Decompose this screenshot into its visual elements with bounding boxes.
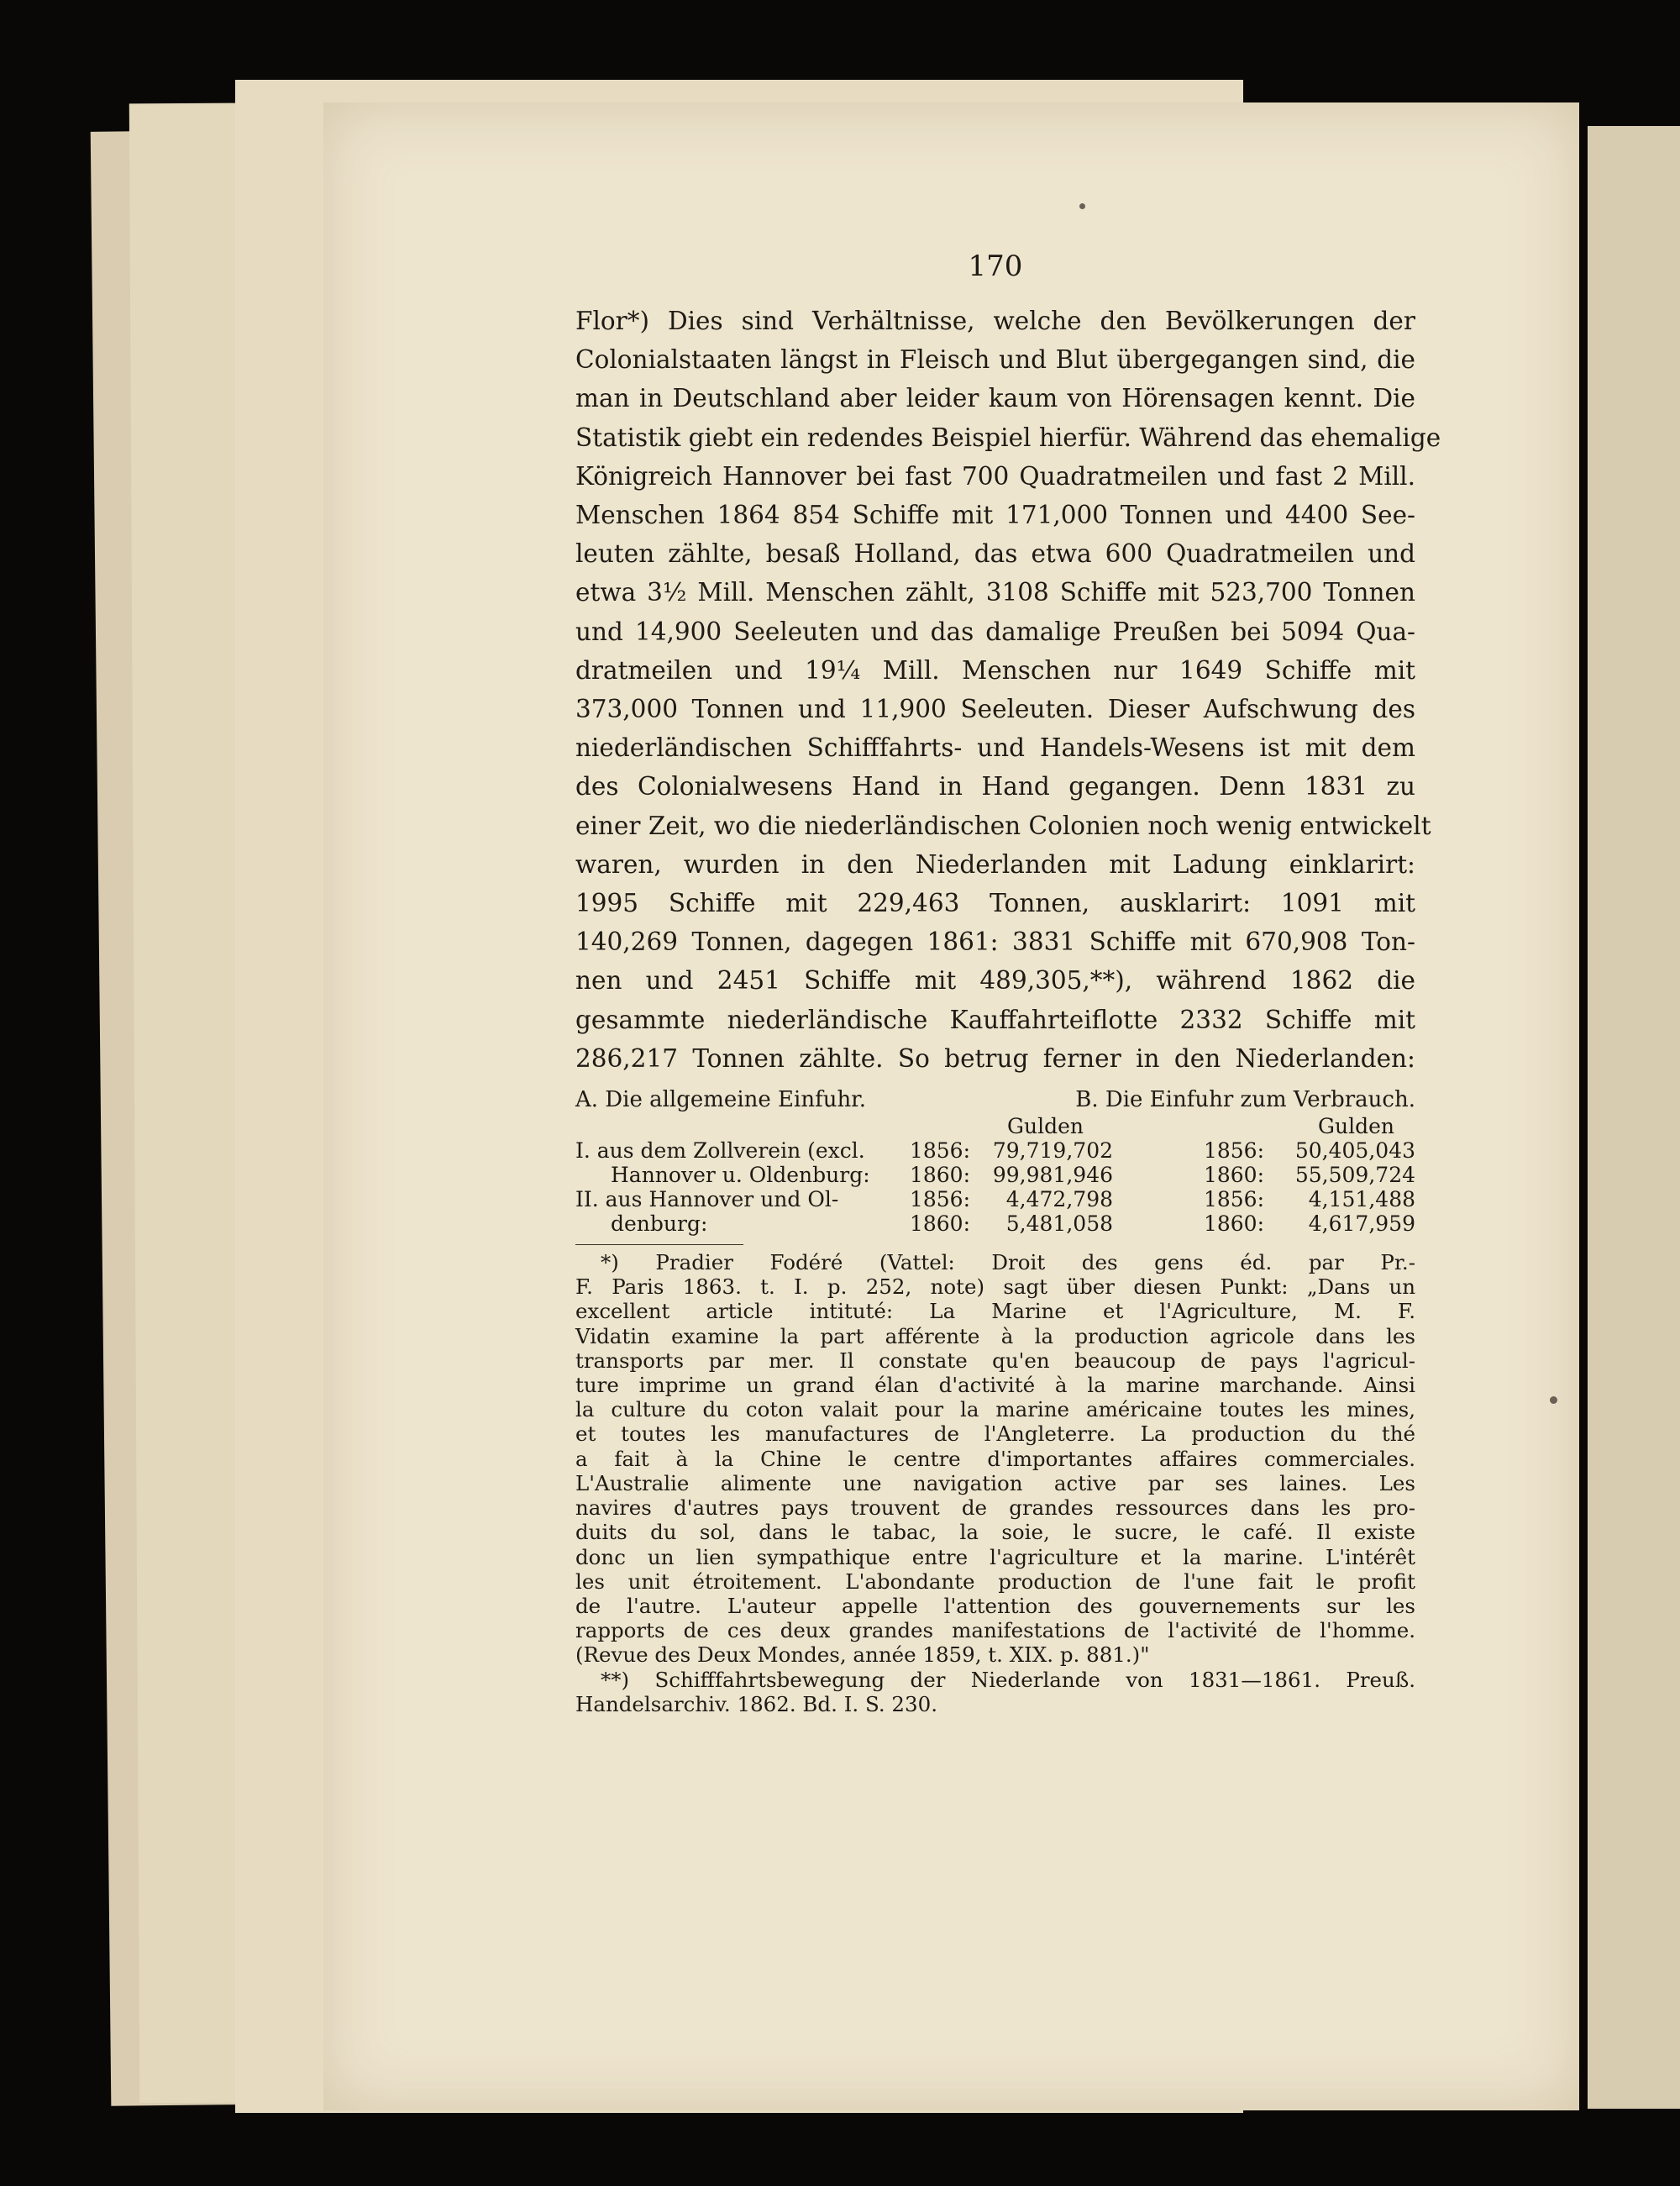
value-a: 99,981,946 [992,1163,1113,1188]
heading-consumption-import: B. Die Einfuhr zum Verbrauch. [1075,1087,1415,1113]
footnote-line: duits du sol, dans le tabac, la soie, le sucre, le café. Il existe [575,1520,1415,1545]
footnote-line: *) Pradier Fodéré (Vattel: Droit des gens éd. par Pr.- [601,1250,1415,1275]
row-label: II. aus Hannover und Ol- [575,1187,839,1212]
facing-page-edge [1588,126,1680,2109]
footnote-line: L'Australie alimente une navigation active par ses laines. Les [575,1470,1415,1495]
value-a: 79,719,702 [992,1138,1113,1164]
statistics-table [575,1114,1415,1236]
body-line: Königreich Hannover bei fast 700 Quadratmeilen und fast 2 Mill. [575,461,1415,491]
footnote-line: (Revue des Deux Mondes, année 1859, t. XIX. p. 881.)" [575,1642,1150,1668]
body-line: einer Zeit, wo die niederländischen Colonien noch wenig entwickelt [575,811,1431,840]
footnote-line: a fait à la Chine le centre d'importantes affaires commerciales. [575,1446,1415,1471]
body-line: Menschen 1864 854 Schiffe mit 171,000 Tonnen und 4400 See- [575,501,1415,530]
body-line: 373,000 Tonnen und 11,900 Seeleuten. Dieser Aufschwung des [575,695,1415,724]
footnote-divider [575,1244,743,1245]
year-a: 1860: [909,1211,970,1237]
unit-label-b: Gulden [1318,1114,1394,1139]
unit-label-a: Gulden [1007,1114,1084,1139]
footnote-line: de l'autre. L'auteur appelle l'attention des gouvernements sur les [575,1593,1415,1618]
unit-row [575,1114,1415,1138]
value-b: 55,509,724 [1294,1163,1415,1188]
year-b: 1860: [1203,1163,1264,1188]
body-line: 1995 Schiffe mit 229,463 Tonnen, ausklarirt: 1091 mit [575,889,1415,918]
body-line: dratmeilen und 19¼ Mill. Menschen nur 1649 Schiffe mit [575,655,1415,685]
body-line: Statistik giebt ein redendes Beispiel hierfür. Während das ehemalige [575,423,1441,452]
footnote-line: et toutes les manufactures de l'Angleterre. La production du thé [575,1421,1415,1447]
value-b: 50,405,043 [1294,1138,1415,1164]
footnote-line: la culture du coton valait pour la marine américaine toutes les mines, [575,1397,1415,1422]
year-b: 1856: [1203,1187,1264,1212]
year-a: 1856: [909,1138,970,1164]
body-line: leuten zählte, besaß Holland, das etwa 600 Quadratmeilen und [575,539,1415,569]
value-a: 5,481,058 [1005,1211,1113,1237]
table-row [575,1138,1415,1163]
body-line: Colonialstaaten längst in Fleisch und Blut übergegangen sind, die [575,345,1415,375]
statistics-headings [575,1088,1415,1112]
year-a: 1856: [909,1187,970,1212]
ink-speck [1079,203,1085,209]
footnote-line: Handelsarchiv. 1862. Bd. I. S. 230. [575,1691,937,1716]
body-line: Flor*) Dies sind Verhältnisse, welche den Bevölkerungen der [575,307,1415,335]
page-number: 170 [968,250,1023,283]
ink-speck [1550,1396,1557,1404]
import-statistics [575,1088,1415,1236]
year-b: 1856: [1203,1138,1264,1164]
table-row [575,1187,1415,1211]
body-line: etwa 3½ Mill. Menschen zählt, 3108 Schiffe mit 523,700 Tonnen [575,578,1415,607]
row-label: I. aus dem Zollverein (excl. [575,1138,865,1164]
footnote-line: F. Paris 1863. t. I. p. 252, note) sagt über diesen Punkt: „Dans un [575,1274,1415,1300]
footnote-line: transports par mer. Il constate qu'en beaucoup de pays l'agricul- [575,1348,1415,1373]
footnote-line: navires d'autres pays trouvent de grandes ressources dans les pro- [575,1495,1415,1521]
year-b: 1860: [1203,1211,1264,1237]
footnote-1 [575,1250,1415,1667]
body-line: 140,269 Tonnen, dagegen 1861: 3831 Schiffe mit 670,908 Ton- [575,927,1415,957]
body-line: waren, wurden in den Niederlanden mit Ladung einklarirt: [575,849,1415,879]
body-line: niederländischen Schifffahrts- und Handels-Wesens ist mit dem [575,733,1415,763]
footnote-line: excellent article intituté: La Marine et l'Agriculture, M. F. [575,1299,1415,1324]
heading-general-import: A. Die allgemeine Einfuhr. [575,1087,867,1113]
footnote-2 [575,1668,1415,1716]
value-b: 4,151,488 [1308,1187,1415,1212]
body-line: des Colonialwesens Hand in Hand gegangen. Denn 1831 zu [575,772,1415,801]
book-page [323,102,1579,2110]
footnote-line: ture imprime un grand élan d'activité à la marine marchande. Ainsi [575,1373,1415,1398]
year-a: 1860: [909,1163,970,1188]
body-line: 286,217 Tonnen zählte. So betrug ferner in den Niederlanden: [575,1043,1415,1073]
table-row [575,1163,1415,1187]
row-label: Hannover u. Oldenburg: [611,1163,870,1188]
footnote-line: **) Schifffahrtsbewegung der Niederlande von 1831—1861. Preuß. [601,1667,1415,1692]
body-line: nen und 2451 Schiffe mit 489,305,**), während 1862 die [575,966,1415,996]
table-row [575,1211,1415,1236]
value-b: 4,617,959 [1308,1211,1415,1237]
footnote-line: rapports de ces deux grandes manifestations de l'activité de l'homme. [575,1618,1415,1643]
body-text [575,302,1441,1078]
row-label: denburg: [611,1211,708,1237]
footnote-line: donc un lien sympathique entre l'agriculture et la marine. L'intérêt [575,1544,1415,1569]
body-line: man in Deutschland aber leider kaum von Hörensagen kennt. Die [575,384,1415,413]
footnote-line: Vidatin examine la part afférente à la production agricole dans les [575,1323,1415,1348]
body-line: und 14,900 Seeleuten und das damalige Preußen bei 5094 Qua- [575,617,1415,646]
page-content [575,250,1441,1716]
value-a: 4,472,798 [1005,1187,1113,1212]
footnote-line: les unit étroitement. L'abondante production de l'une fait le profit [575,1569,1415,1594]
body-line: gesammte niederländische Kauffahrteiflotte 2332 Schiffe mit [575,1005,1415,1034]
